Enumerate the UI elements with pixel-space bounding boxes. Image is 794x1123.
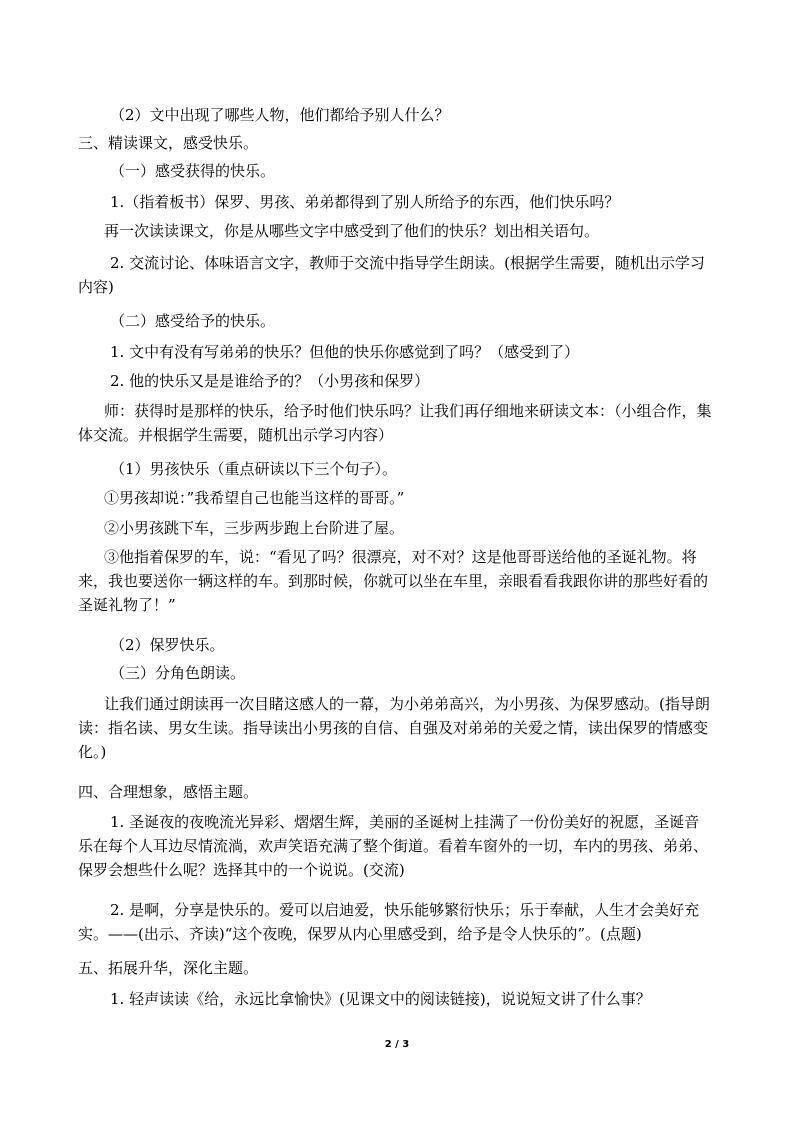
text-paragraph: 2. 是啊，分享是快乐的。爱可以启迪爱，快乐能够繁衍快乐；乐于奉献，人生才会美好充实。——(出示、齐读)“这个夜晚，保罗从内心里感受到，给予是令人快乐的”。(点题) xyxy=(78,901,700,943)
text-line: 再一次读读课文，你是从哪些文字中感受到了他们的快乐？划出相关语句。 xyxy=(104,222,600,240)
section-heading: 五、拓展升华，深化主题。 xyxy=(78,959,259,977)
subsection-heading: （三）分角色朗读。 xyxy=(110,664,246,682)
section-heading: 三、精读课文，感受快乐。 xyxy=(78,134,259,152)
quote-line: ②小男孩跳下车，三步两步跑上台阶进了屋。 xyxy=(104,519,405,537)
text-paragraph: 让我们通过朗读再一次目睹这感人的一幕，为小弟弟高兴，为小男孩、为保罗感动。(指导朗读：指名读、男女生读。指导读出小男孩的自信、自强及对弟弟的关爱之情，读出保罗的情感变化。) xyxy=(78,695,710,761)
text-paragraph: 1. 圣诞夜的夜晚流光异彩、熠熠生辉，美丽的圣诞树上挂满了一份份美好的祝愿，圣诞音乐在每个人耳边尽情流淌，欢声笑语充满了整个街道。看着车窗外的一切，车内的男孩、弟弟、保罗会想些什么呢？选择其中的一个说说。(交流) xyxy=(78,813,709,879)
section-heading: 四、合理想象，感悟主题。 xyxy=(78,783,259,801)
subsection-heading: （一）感受获得的快乐。 xyxy=(110,162,276,180)
text-line: （2）文中出现了哪些人物，他们都给予别人什么？ xyxy=(110,106,450,124)
text-line: 1.（指着板书）保罗、男孩、弟弟都得到了别人所给予的东西，他们快乐吗？ xyxy=(110,193,620,211)
text-paragraph: 师：获得时是那样的快乐，给予时他们快乐吗？让我们再仔细地来研读文本：（小组合作，集体交流。并根据学生需要，随机出示学习内容） xyxy=(78,402,712,444)
text-line: 1. 文中有没有写弟弟的快乐？但他的快乐你感觉到了吗？（感受到了） xyxy=(110,343,580,361)
text-line: （1）男孩快乐（重点研读以下三个句子）。 xyxy=(110,460,398,478)
text-line: （2）保罗快乐。 xyxy=(110,636,225,654)
subsection-heading: （二）感受给予的快乐。 xyxy=(110,312,276,330)
quote-line: ①男孩却说：”我希望自己也能当这样的哥哥。” xyxy=(104,489,405,507)
text-line: 1. 轻声读读《给，永远比拿愉快》(见课文中的阅读链接)，说说短文讲了什么事？ xyxy=(110,990,651,1008)
text-line: 2. 他的快乐又是是谁给予的？（小男孩和保罗） xyxy=(110,372,430,390)
quote-paragraph: ③他指着保罗的车，说：“看见了吗？很漂亮，对不对？这是他哥哥送给他的圣诞礼物。将来，我也要送你一辆这样的车。到那时候，你就可以坐在车里，亲眼看看我跟你讲的那些好看的圣诞礼物了！” xyxy=(78,548,709,614)
text-paragraph: 2. 交流讨论、体味语言文字，教师于交流中指导学生朗读。(根据学生需要，随机出示学习内容) xyxy=(78,254,705,296)
page-number: 2 / 3 xyxy=(384,1039,410,1050)
